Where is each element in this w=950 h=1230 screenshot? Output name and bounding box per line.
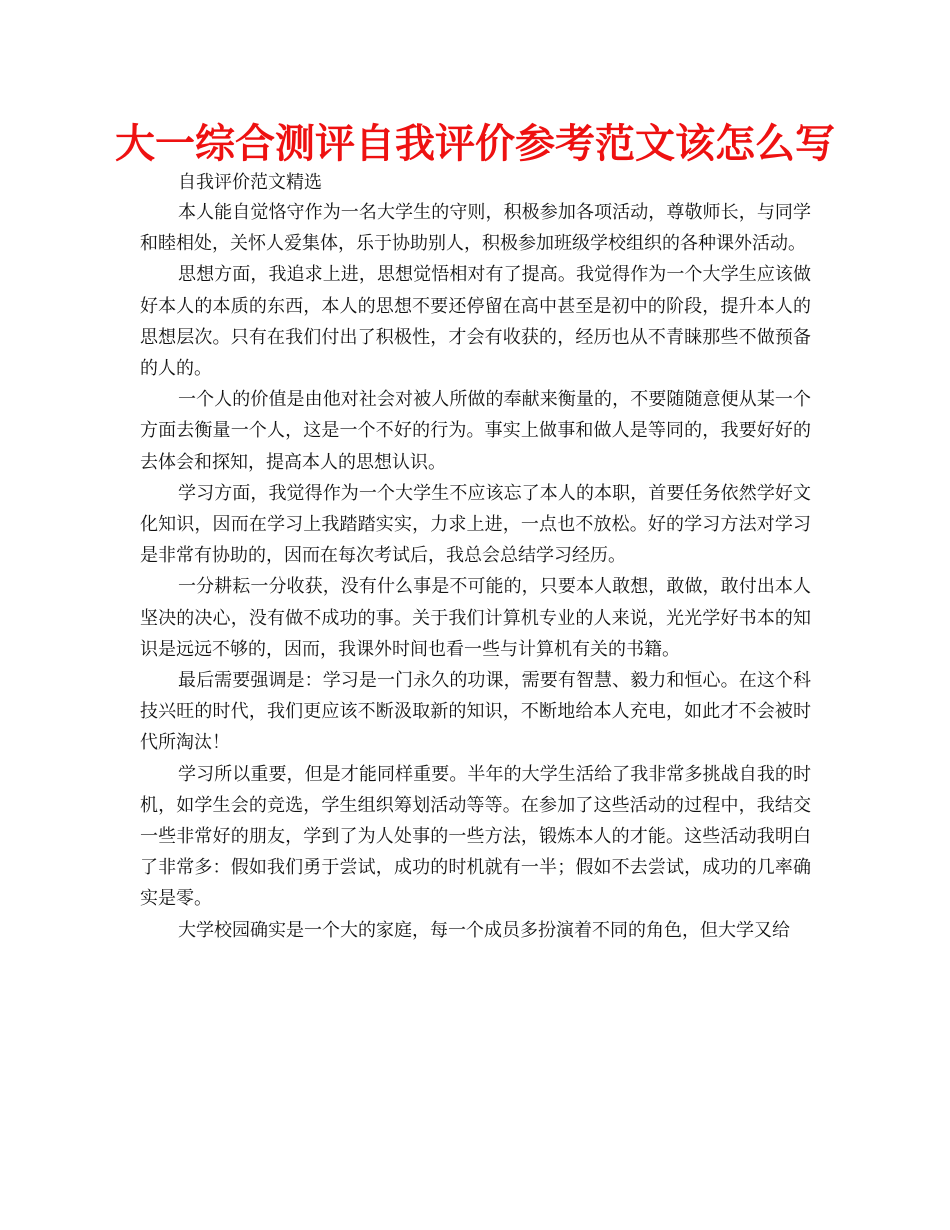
paragraph: 最后需要强调是：学习是一门永久的功课，需要有智慧、毅力和恒心。在这个科技兴旺的时代，我们更应该不断汲取新的知识，不断地给本人充电，如此才不会被时代所淘汰！: [140, 670, 811, 754]
document-body: [140, 197, 811, 946]
paragraph: 一分耕耘一分收获，没有什么事是不可能的，只要本人敢想，敢做，敢付出本人坚决的决心，没有做不成功的事。关于我们计算机专业的人来说，光光学好书本的知识是远远不够的，因而，我课外时间也看一些与计算机有关的书籍。: [140, 576, 811, 660]
paragraph: 本人能自觉恪守作为一名大学生的守则，积极参加各项活动，尊敬师长，与同学和睦相处，关怀人爱集体，乐于协助别人，积极参加班级学校组织的各种课外活动。: [140, 202, 811, 255]
document-subtitle: 自我评价范文精选: [178, 172, 322, 193]
paragraph: 学习方面，我觉得作为一个大学生不应该忘了本人的本职，首要任务依然学好文化知识，因而在学习上我踏踏实实，力求上进，一点也不放松。好的学习方法对学习是非常有协助的，因而在每次考试后，我总会总结学习经历。: [140, 482, 811, 567]
paragraph: 一个人的价值是由他对社会对被人所做的奉献来衡量的，不要随随意便从某一个方面去衡量一个人，这是一个不好的行为。事实上做事和做人是等同的，我要好好的去体会和探知，提高本人的思想认识。: [140, 389, 811, 473]
paragraph: 思想方面，我追求上进，思想觉悟相对有了提高。我觉得作为一个大学生应该做好本人的本质的东西，本人的思想不要还停留在高中甚至是初中的阶段，提升本人的思想层次。只有在我们付出了积极性，才会有收获的，经历也从不青睐那些不做预备的人的。: [140, 264, 811, 380]
paragraph: 大学校园确实是一个大的家庭，每一个成员多扮演着不同的角色，但大学又给: [178, 919, 790, 941]
paragraph: 学习所以重要，但是才能同样重要。半年的大学生活给了我非常多挑战自我的时机，如学生会的竞选，学生组织筹划活动等等。在参加了这些活动的过程中，我结交一些非常好的朋友，学到了为人处事的一些方法，锻炼本人的才能。这些活动我明白了非常多：假如我们勇于尝试，成功的时机就有一半；假如不去尝试，成功的几率确实是零。: [140, 763, 811, 910]
document-title: 大一综合测评自我评价参考范文该怎么写: [115, 121, 835, 167]
